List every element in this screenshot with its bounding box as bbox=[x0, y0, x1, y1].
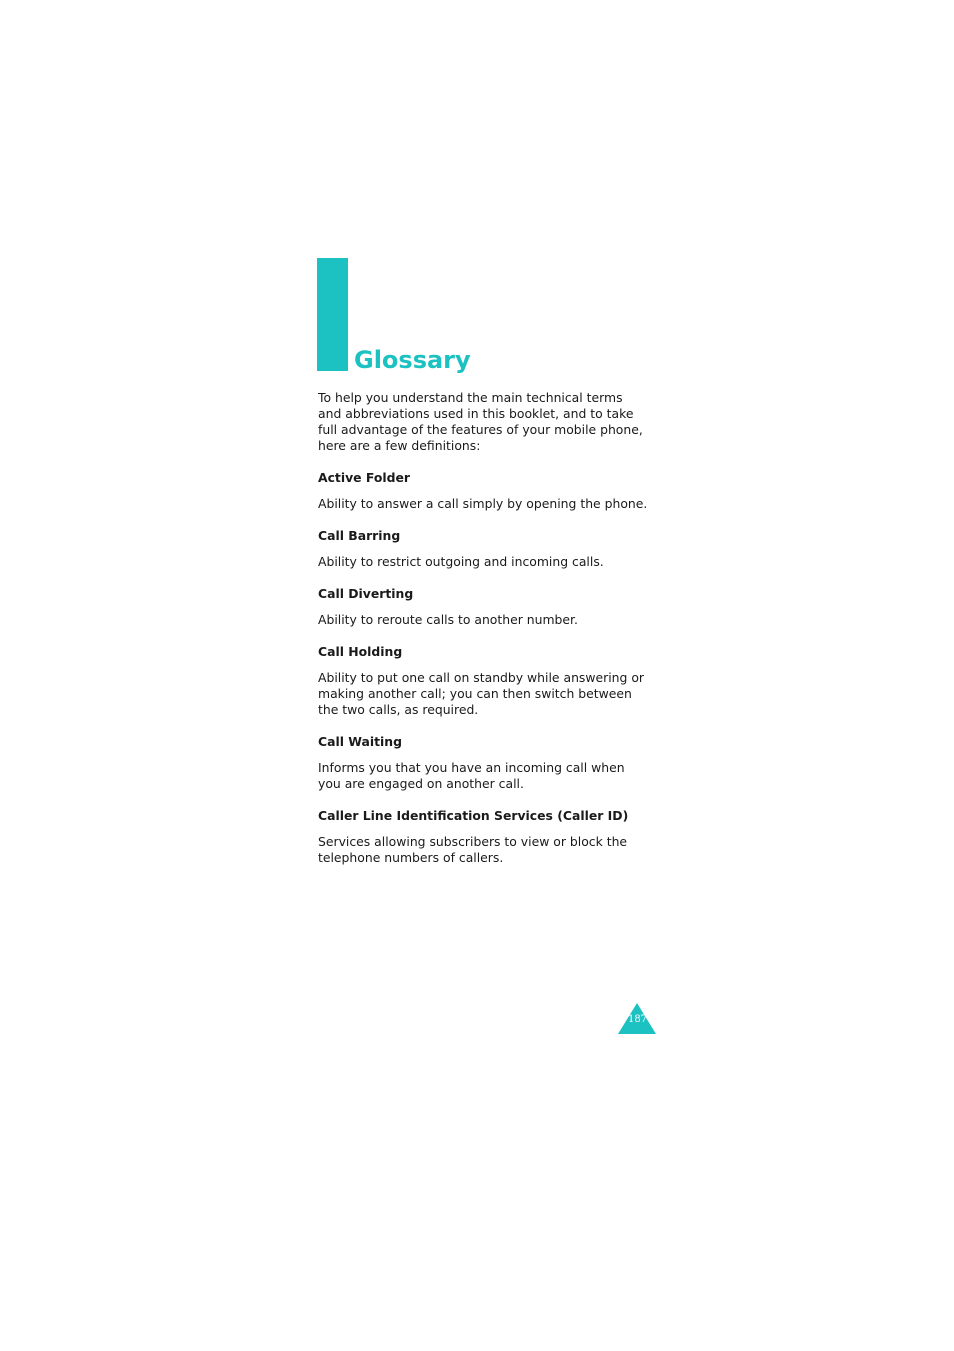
glossary-entry bbox=[318, 586, 648, 628]
entry-definition: Informs you that you have an incoming call when you are engaged on another call. bbox=[318, 760, 625, 791]
glossary-entry bbox=[318, 644, 648, 718]
page-number: 187 bbox=[627, 1014, 648, 1025]
chapter-accent-bar bbox=[317, 258, 348, 371]
entry-definition: Ability to restrict outgoing and incoming calls. bbox=[318, 554, 604, 569]
entry-term: Call Barring bbox=[318, 528, 401, 543]
entry-definition: Ability to reroute calls to another number. bbox=[318, 612, 578, 627]
entry-term: Call Waiting bbox=[318, 734, 402, 749]
entry-term: Caller Line Identification Services (Caller ID) bbox=[318, 808, 629, 823]
glossary-entry bbox=[318, 470, 648, 512]
page-title: Glossary bbox=[354, 346, 471, 374]
glossary-entry bbox=[318, 734, 648, 792]
glossary-entry bbox=[318, 808, 648, 866]
entry-definition: Ability to put one call on standby while answering or making another call; you can then switch between the two calls, as required. bbox=[318, 670, 645, 717]
glossary-entry bbox=[318, 528, 648, 570]
entry-term: Call Diverting bbox=[318, 586, 414, 601]
entry-term: Active Folder bbox=[318, 470, 411, 485]
intro-paragraph: To help you understand the main technical terms and abbreviations used in this booklet, and to take full advantage of the features of your mobile phone, here are a few definitions: bbox=[318, 390, 643, 453]
entry-term: Call Holding bbox=[318, 644, 403, 659]
glossary-content bbox=[318, 390, 648, 882]
entry-definition: Ability to answer a call simply by opening the phone. bbox=[318, 496, 648, 511]
entry-definition: Services allowing subscribers to view or block the telephone numbers of callers. bbox=[318, 834, 628, 865]
